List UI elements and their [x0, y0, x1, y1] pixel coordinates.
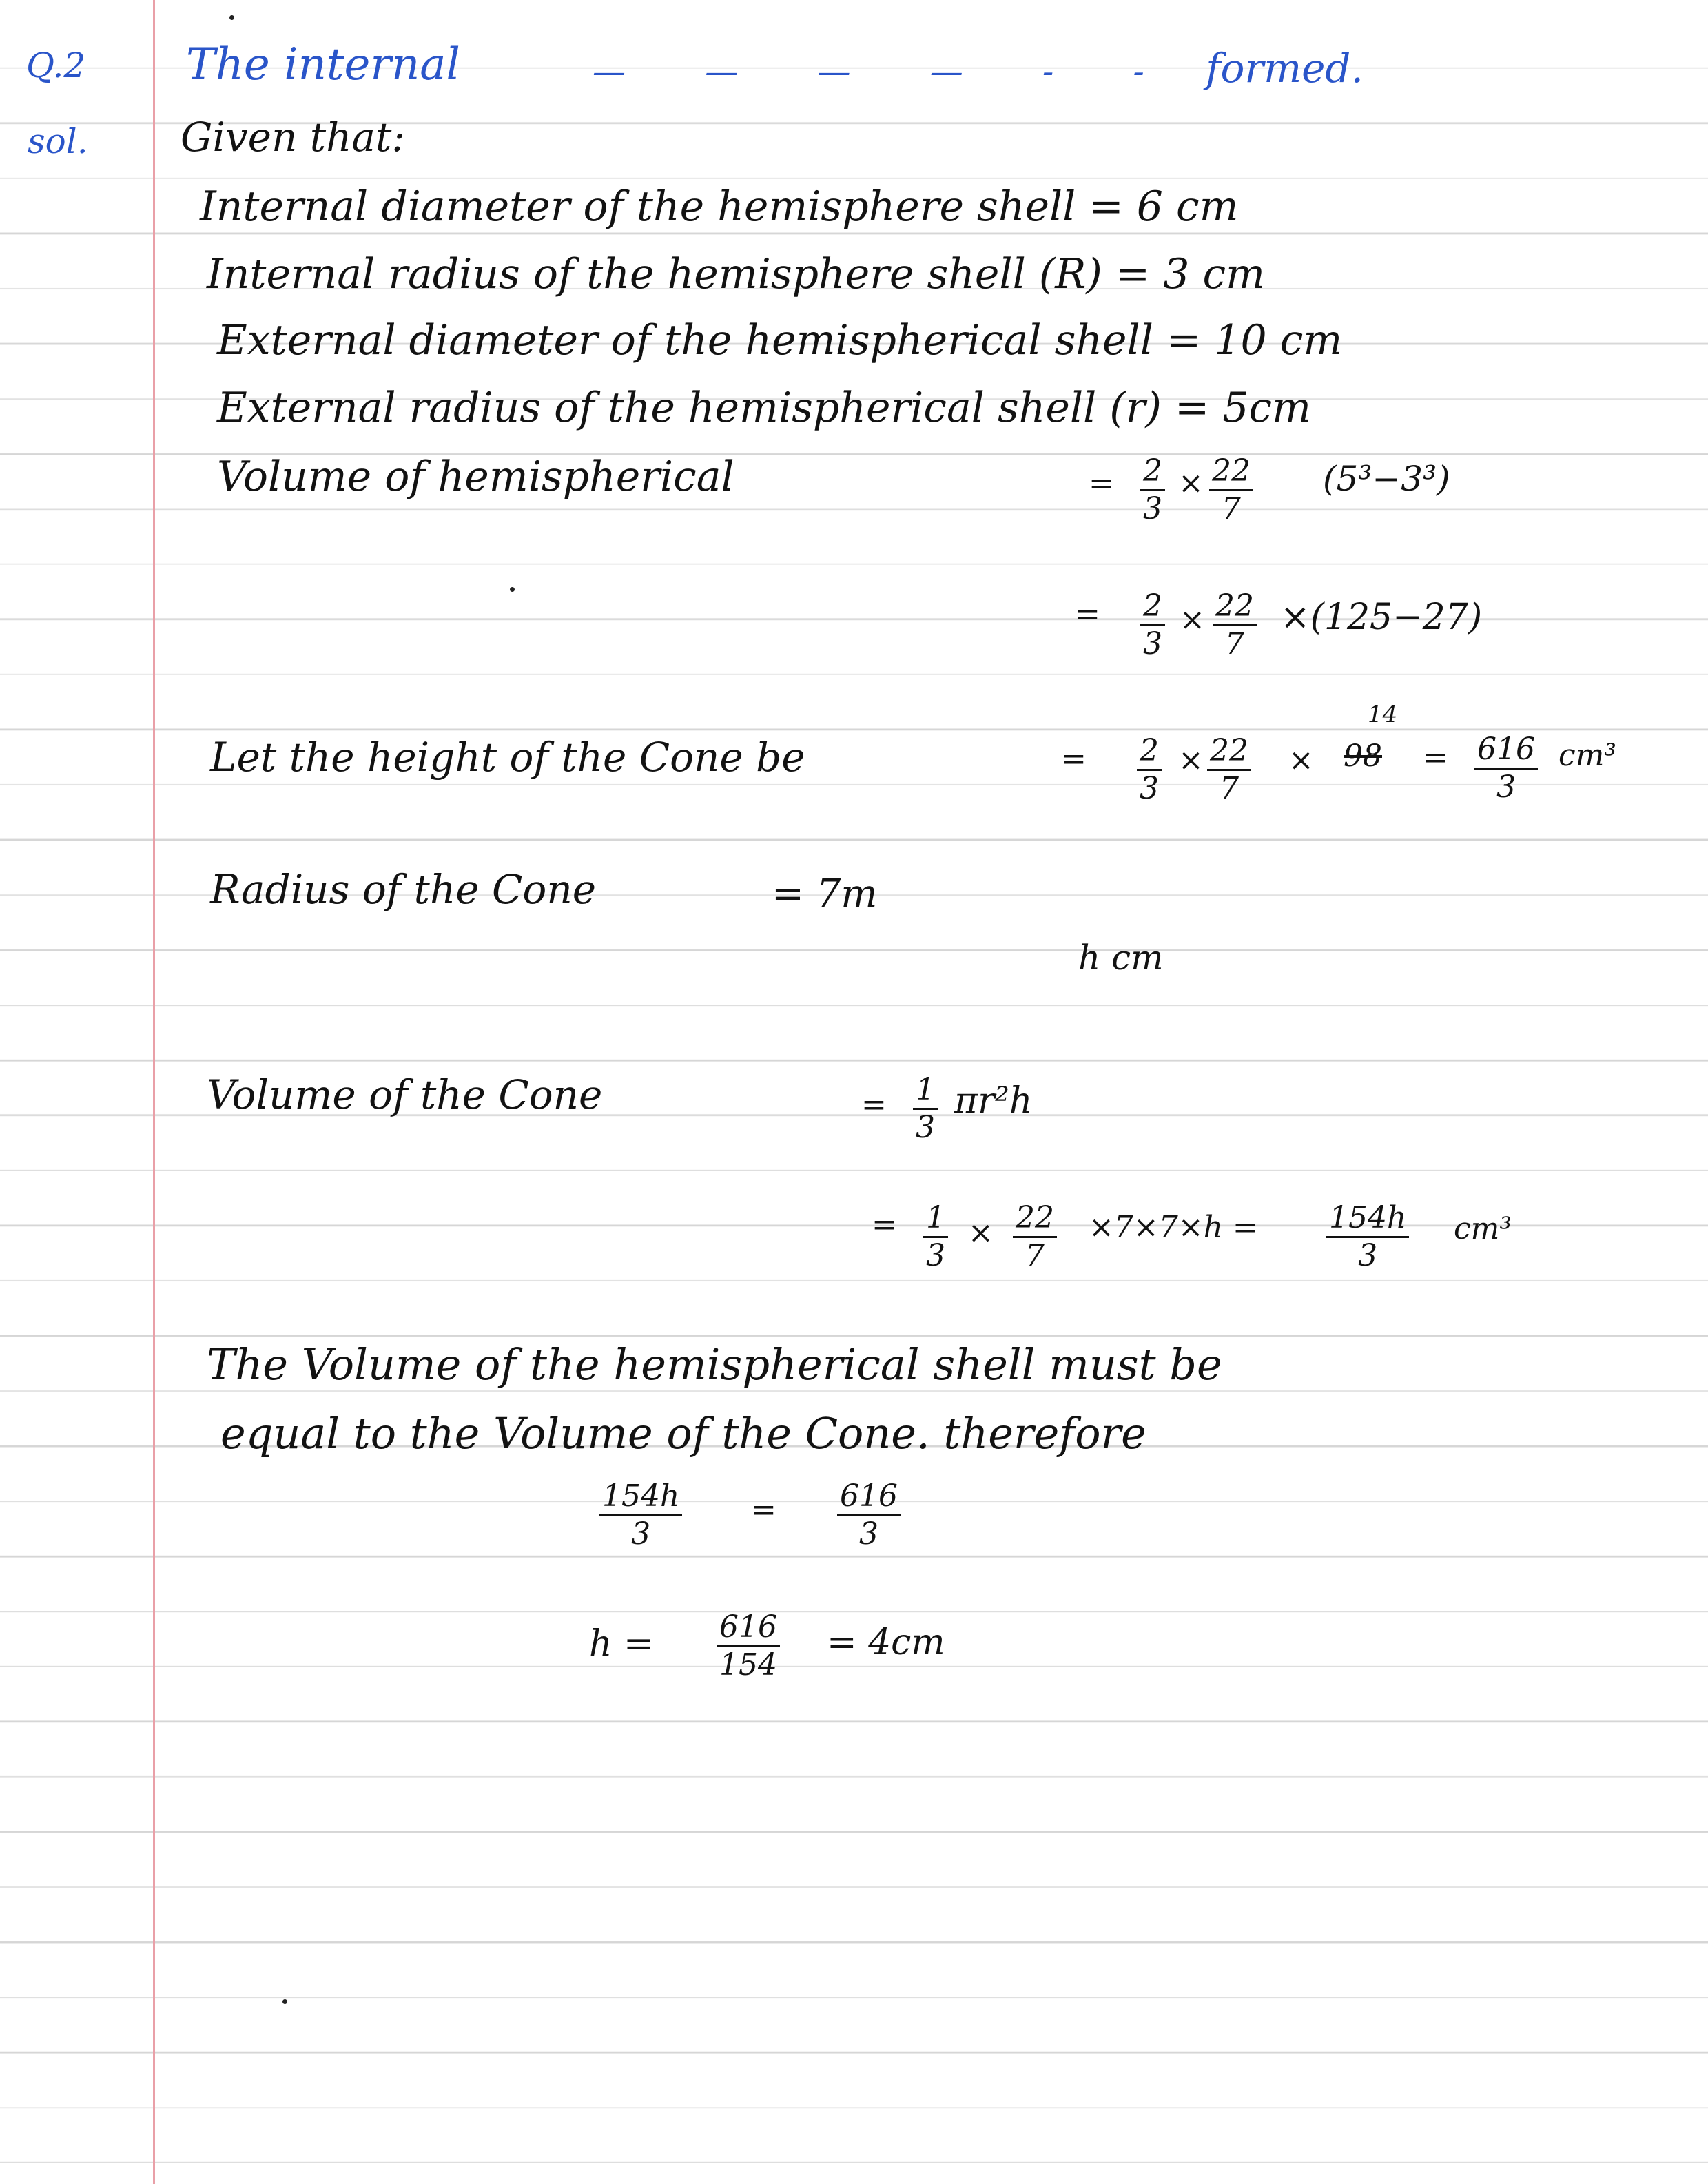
- cone-height-label: Let the height of the Cone be: [210, 734, 805, 781]
- final-eq1-equals: =: [751, 1492, 776, 1527]
- vol-step3-result: $\frac{616}{3}$: [1474, 734, 1538, 803]
- given-line-external-radius: External radius of the hemispherical shell (r) = 5cm: [217, 384, 1311, 432]
- final-eq1-lhs: $\frac{154h}{3}$: [599, 1481, 682, 1549]
- solution-label: sol.: [28, 121, 88, 161]
- vol-step1-rest: (5³−3³): [1323, 459, 1450, 499]
- conclusion-line-2: equal to the Volume of the Cone. therefore: [220, 1408, 1146, 1459]
- vol-step2-frac-22-7: $\frac{22}{7}$: [1213, 591, 1257, 659]
- cone-vol-step1-frac: $\frac{1}{3}$: [913, 1075, 938, 1143]
- vol-step3-times1: ×: [1178, 743, 1204, 778]
- given-line-internal-diameter: Internal diameter of the hemisphere shell = 6 cm: [200, 183, 1239, 231]
- given-line-external-diameter: External diameter of the hemispherical shell = 10 cm: [217, 316, 1343, 364]
- vol-step1-frac-22-7: $\frac{22}{7}$: [1209, 456, 1253, 524]
- vol-step2-times: ×: [1180, 602, 1205, 637]
- cone-vol-step1-eq: =: [861, 1087, 887, 1122]
- cone-radius-label: Radius of the Cone: [210, 866, 597, 913]
- cone-radius-value: = 7m: [772, 872, 878, 916]
- final-eq2-rhs: = 4cm: [827, 1622, 945, 1663]
- vol-step3-struck: 98: [1344, 739, 1382, 774]
- cone-vol-step2-rest: ×7×7×h =: [1089, 1210, 1258, 1245]
- question-dashes: — — — — - -: [593, 52, 1179, 91]
- vol-step1-eq: =: [1089, 466, 1114, 501]
- cone-vol-step2-frac-1-3: $\frac{1}{3}$: [923, 1203, 948, 1271]
- vol-step2-rest: ×(125−27): [1280, 597, 1483, 638]
- margin-line: [153, 0, 155, 2184]
- stray-dot: [229, 15, 234, 20]
- volume-hemispherical-label: Volume of hemispherical: [217, 453, 734, 501]
- cone-vol-step2-times: ×: [968, 1215, 994, 1250]
- question-text-end: formed.: [1206, 45, 1364, 92]
- cone-vol-step2-eq: =: [872, 1207, 897, 1242]
- cone-volume-label: Volume of the Cone: [207, 1071, 603, 1118]
- vol-step3-eq: =: [1061, 741, 1087, 776]
- question-text-start: The internal: [186, 39, 460, 90]
- question-number: Q.2: [26, 45, 86, 85]
- vol-step1-times: ×: [1178, 466, 1204, 501]
- final-eq2-lhs: h =: [589, 1623, 654, 1665]
- given-line-internal-radius: Internal radius of the hemisphere shell (R) = 3 cm: [207, 250, 1266, 298]
- vol-step3-eq2: =: [1423, 740, 1448, 775]
- vol-step3-times2: ×: [1288, 743, 1314, 778]
- vol-step3-unit: cm³: [1558, 738, 1617, 773]
- conclusion-line-1: The Volume of the hemispherical shell must be: [207, 1339, 1222, 1390]
- vol-step3-frac-22-7: $\frac{22}{7}$: [1207, 736, 1251, 804]
- cone-vol-step1-rest: πr²h: [954, 1080, 1033, 1122]
- height-value: h cm: [1078, 938, 1164, 978]
- cone-vol-step2-unit: cm³: [1454, 1211, 1512, 1246]
- vol-step3-above: 14: [1368, 701, 1398, 728]
- stray-dot: [282, 1999, 287, 2004]
- cone-vol-step2-frac-22-7: $\frac{22}{7}$: [1013, 1203, 1057, 1271]
- vol-step1-frac-2-3: $\frac{2}{3}$: [1140, 456, 1165, 524]
- stray-dot: [510, 587, 515, 592]
- vol-step2-eq: =: [1075, 597, 1100, 632]
- cone-vol-step2-result: $\frac{154h}{3}$: [1326, 1203, 1409, 1271]
- given-that: Given that:: [181, 114, 405, 161]
- final-eq1-rhs: $\frac{616}{3}$: [837, 1481, 901, 1549]
- final-eq2-frac: $\frac{616}{154}$: [717, 1612, 780, 1680]
- vol-step3-frac-2-3: $\frac{2}{3}$: [1137, 736, 1162, 804]
- vol-step2-frac-2-3: $\frac{2}{3}$: [1140, 591, 1165, 659]
